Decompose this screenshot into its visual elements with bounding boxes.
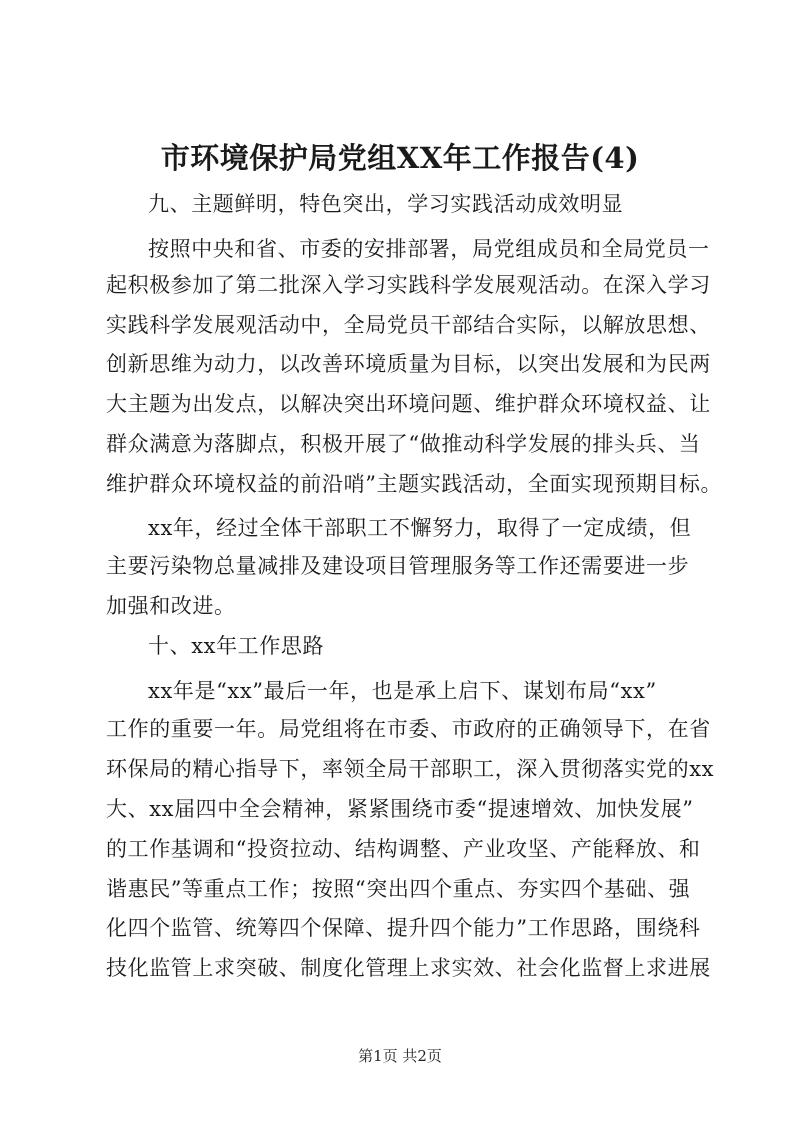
paragraph-line: 创新思维为动力，以改善环境质量为目标，以突出发展和为民两: [106, 352, 711, 376]
document-title: 市环境保护局党组XX年工作报告(4): [160, 141, 640, 175]
paragraph-line: 加强和改进。: [106, 594, 236, 618]
paragraph-line: 按照中央和省、市委的安排部署，局党组成员和全局党员一: [148, 237, 710, 261]
section-heading-10: 十、xx年工作思路: [148, 634, 325, 658]
paragraph-line: 谐惠民”等重点工作；按照“突出四个重点、夯实四个基础、强: [106, 877, 691, 901]
paragraph-line: 环保局的精心指导下，率领全局干部职工，深入贯彻落实党的xx: [106, 757, 715, 781]
section-heading-9: 九、主题鲜明，特色突出，学习实践活动成效明显: [148, 192, 624, 216]
paragraph-line: 工作的重要一年。局党组将在市委、市政府的正确领导下，在省: [106, 717, 711, 741]
paragraph-line: xx年是“xx”最后一年，也是承上启下、谋划布局“xx”: [148, 679, 657, 703]
paragraph-line: 大、xx届四中全会精神，紧紧围绕市委“提速增效、加快发展”: [106, 797, 694, 821]
paragraph-line: 化四个监管、统筹四个保障、提升四个能力”工作思路，围绕科: [106, 916, 701, 940]
page-number: 第1页 共2页: [358, 1047, 442, 1065]
paragraph-line: xx年，经过全体干部职工不懈努力，取得了一定成绩，但: [148, 516, 692, 540]
paragraph-line: 维护群众环境权益的前沿哨”主题实践活动，全面实现预期目标。: [106, 472, 723, 496]
paragraph-line: 主要污染物总量减排及建设项目管理服务等工作还需要进一步: [106, 554, 690, 578]
paragraph-line: 起积极参加了第二批深入学习实践科学发展观活动。在深入学习: [106, 273, 711, 297]
paragraph-line: 大主题为出发点，以解决突出环境问题、维护群众环境权益、让: [106, 392, 711, 416]
paragraph-line: 群众满意为落脚点，积极开展了“做推动科学发展的排头兵、当: [106, 432, 701, 456]
paragraph-line: 技化监管上求突破、制度化管理上求实效、社会化监督上求进展: [106, 956, 711, 980]
paragraph-line: 的工作基调和“投资拉动、结构调整、产业攻坚、产能释放、和: [106, 837, 701, 861]
paragraph-line: 实践科学发展观活动中，全局党员干部结合实际，以解放思想、: [106, 313, 711, 337]
